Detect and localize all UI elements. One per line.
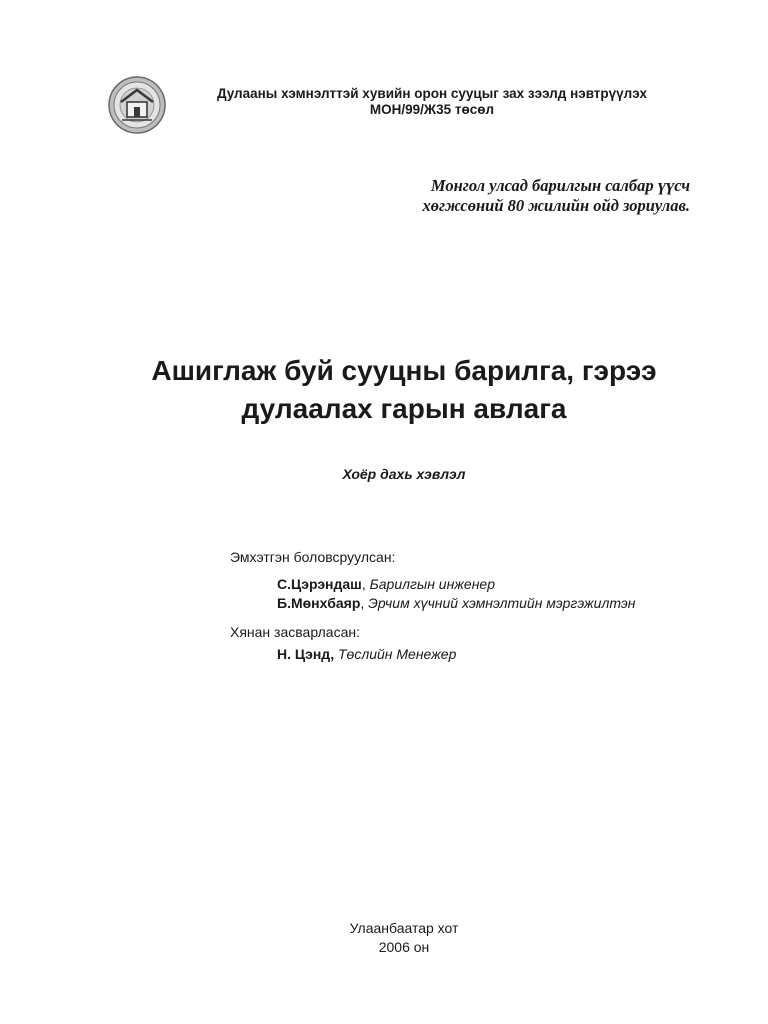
compiler-credit-2 xyxy=(277,595,635,611)
edition-label: Хоёр дахь хэвлэл xyxy=(342,466,466,482)
compiler-credit-1 xyxy=(277,576,495,592)
reviewer-credit xyxy=(277,646,456,662)
publication-city: Улаанбаатар хот xyxy=(349,920,459,936)
dedication-line-1: Монгол улсад барилгын салбар үүсч xyxy=(430,176,690,195)
dedication-line-2: хөгжсөний 80 жилийн ойд зориулав. xyxy=(422,196,690,215)
reviewer-role: Төслийн Менежер xyxy=(337,646,457,662)
dedication xyxy=(380,176,690,216)
compiler-role: Барилгын инженер xyxy=(369,576,495,592)
document-title-line-1: Ашиглаж буй сууцны барилга, гэрээ xyxy=(151,355,657,386)
reviewer-name: Н. Цэнд, xyxy=(277,646,335,662)
project-header-line-2: МОН/99/Ж35 төсөл xyxy=(369,102,495,117)
reviewed-by-label: Хянан засварласан: xyxy=(230,624,360,640)
document-title-line-2: дулаалах гарын авлага xyxy=(241,393,567,424)
compiler-role: Эрчим хүчний хэмнэлтийн мэргэжилтэн xyxy=(368,595,636,611)
separator: , xyxy=(360,595,369,611)
document-title xyxy=(0,352,768,428)
organization-logo-icon xyxy=(108,76,166,134)
compiler-name: Б.Мөнхбаяр xyxy=(277,595,361,611)
project-header xyxy=(172,86,692,118)
project-header-line-1: Дулааны хэмнэлттэй хувийн орон сууцыг зах зээлд нэвтрүүлэх xyxy=(216,86,648,101)
compiled-by-label: Эмхэтгэн боловсруулсан: xyxy=(230,549,396,565)
publication-year: 2006 он xyxy=(378,939,430,955)
compiler-name: С.Цэрэндаш xyxy=(277,576,362,592)
separator: , xyxy=(361,576,370,592)
